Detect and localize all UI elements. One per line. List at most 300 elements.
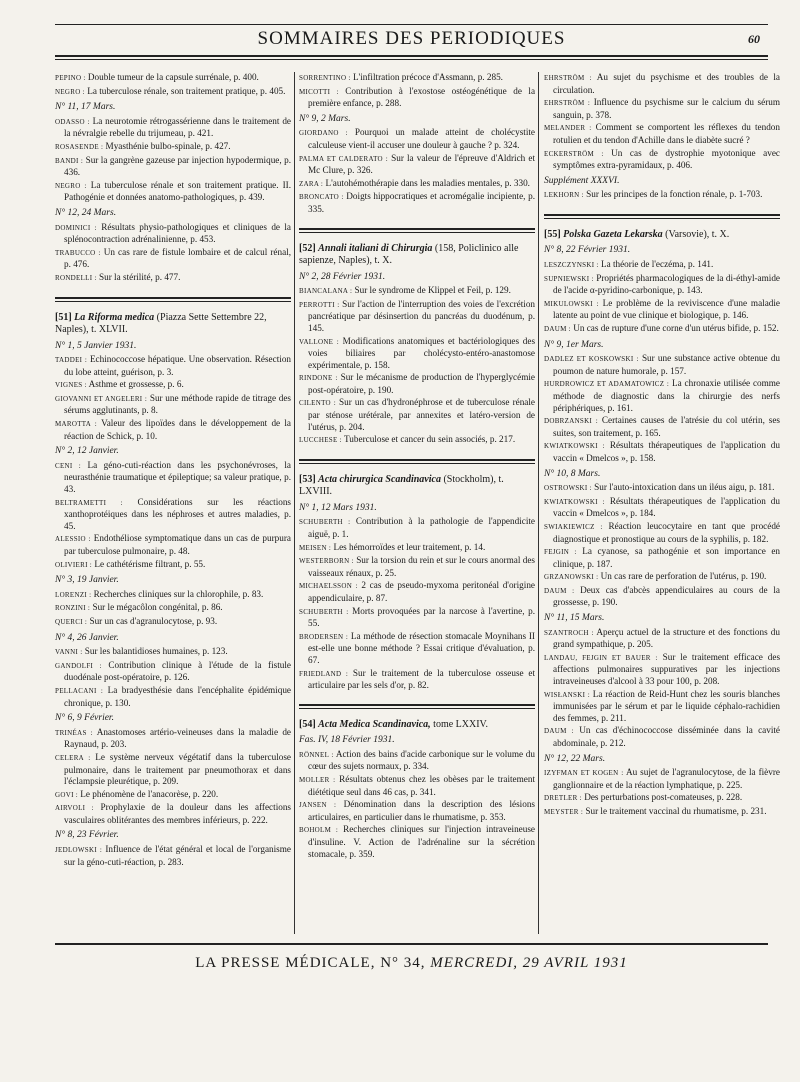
journal-title: Annali italiani di Chirurgia [318, 242, 433, 254]
article-title: Valeur des lipoïdes dans le développement de la réaction de Schick, p. 10. [64, 418, 291, 441]
article-entry [55, 602, 291, 615]
article-title: Contribution clinique à l'étude de la fistule duodénale post-opératoire, p. 126. [64, 659, 291, 683]
article-entry [299, 397, 535, 433]
article-author: SZANTROCH : [544, 628, 594, 637]
article-author: PALMA ET CALDERATO : [299, 154, 389, 163]
page-number: 60 [748, 32, 760, 46]
article-entry [299, 153, 535, 177]
journal-details: (Stockholm), t. LXVIII. [299, 473, 504, 498]
article-title: Les hémorroïdes et leur traitement, p. 14. [333, 541, 486, 552]
article-title: Endothéliose symptomatique dans un cas de purpura par tuberculose pulmonaire, p. 48. [64, 533, 292, 556]
issue-heading: N° 9, 2 Mars. [299, 113, 351, 124]
article-title: Action des bains d'acide carbonique sur le volume du cœur des sujets normaux, p. 334. [308, 748, 535, 772]
journal-number: [55] [544, 228, 561, 240]
article-title: Anastomoses artério-veineuses dans la maladie de Raynaud, p. 203. [64, 726, 291, 750]
article-entry [55, 616, 291, 629]
journal-title: Acta Medica Scandinavica, [318, 718, 431, 730]
issue-heading: N° 12, 24 Mars. [55, 207, 117, 218]
article-entry [544, 189, 780, 202]
article-title: Prophylaxie de la douleur dans les affections vasculaires oblitérantes des membres inférieurs, p. 222. [64, 802, 292, 825]
article-entry [299, 285, 535, 298]
article-title: Modifications anatomiques et bactériologiques des voies biliaires par cholécysto-entéro-anastomose expérimentale, p. 158. [308, 335, 536, 370]
article-title: Sur le syndrome de Klippel et Feil, p. 129. [354, 285, 511, 296]
article-entry [55, 222, 291, 246]
article-author: SWIAKIEWICZ : [544, 522, 603, 531]
article-entry [55, 789, 291, 802]
article-entry [544, 627, 780, 651]
entry-list [544, 627, 780, 750]
article-title: Résultats thérapeutiques de l'application du vaccin « Dmelcos », p. 158. [553, 440, 780, 463]
article-author: SUPNIEWSKI : [544, 274, 594, 283]
article-author: BRODERSEN : [299, 632, 349, 641]
article-entry [544, 571, 780, 584]
article-title: Un cas rare de perforation de l'utérus, p. 190. [600, 571, 767, 582]
article-author: TRINÉAS : [55, 728, 93, 737]
article-author: DAUM : [544, 727, 574, 736]
article-title: Certaines causes de l'atrésie du col utérin, ses suites, son traitement, p. 165. [553, 415, 780, 438]
issue-heading: N° 1, 12 Mars 1931. [299, 502, 377, 513]
article-entry [544, 496, 780, 520]
issue-heading: N° 8, 23 Février. [55, 830, 119, 841]
entry-list [299, 127, 535, 215]
article-entry [55, 497, 291, 533]
entry-list [55, 116, 291, 204]
column-divider-2 [538, 72, 539, 934]
article-author: EHRSTRÖM : [544, 99, 591, 108]
journal-heading-51 [55, 312, 291, 337]
journal-details: (Piazza Sette Settembre 22, Naples), t. XLVII. [55, 311, 267, 335]
article-entry [55, 180, 291, 204]
article-author: BIANCALANA : [299, 287, 353, 296]
article-title: La géno-cuti-réaction dans les psychonévroses, la neurasthénie traumatique et épileptique; sa valeur pratique, p. 43. [64, 459, 291, 495]
article-author: AIRVOLI : [55, 804, 94, 813]
journal-heading-52 [299, 243, 535, 268]
article-author: OSTROWSKI : [544, 484, 592, 493]
article-title: Influence de l'état général et local de l'organisme sur la géno-cuti-réaction, p. 283. [64, 844, 291, 867]
article-author: CELERA : [55, 753, 91, 762]
article-author: OLIVIERI : [55, 560, 93, 569]
article-author: ALESSIO : [55, 535, 91, 544]
article-author: KWIATKOWSKI : [544, 442, 605, 451]
entry-list [299, 285, 535, 447]
article-entry [55, 660, 291, 684]
article-author: TADDEI : [55, 356, 88, 365]
article-author: PEPINO : [55, 74, 86, 82]
article-title: Tuberculose et cancer du sein associés, p. 217. [344, 434, 516, 445]
article-entry [544, 767, 780, 791]
article-entry [544, 298, 780, 322]
article-title: L'infiltration précoce d'Assmann, p. 285. [352, 72, 503, 82]
issue-heading: N° 10, 8 Mars. [544, 468, 601, 479]
article-title: Un cas de rupture d'une corne d'un utérus bifide, p. 152. [573, 323, 779, 333]
article-author: MEISEN : [299, 543, 332, 552]
article-entry [55, 272, 291, 285]
article-title: La méthode de résection stomacale Moynihans II est-elle une bonne méthode ? Essai critique d'évaluation, p. 67. [308, 630, 535, 665]
entry-list [55, 844, 291, 868]
article-title: Influence du psychisme sur le calcium du sérum sanguin, p. 378. [553, 97, 781, 120]
page-footer [55, 955, 768, 972]
article-author: LANDAU, FEJGIN ET BAUER : [544, 653, 658, 662]
article-entry [55, 589, 291, 602]
article-author: DOBRZANSKI : [544, 417, 598, 426]
issue-heading: N° 11, 15 Mars. [544, 613, 605, 624]
article-author: CILENTO : [299, 399, 336, 408]
article-author: MICOTTI : [299, 87, 339, 96]
article-title: 2 cas de pseudo-myxoma peritonéal d'origine appendiculaire, p. 87. [308, 580, 535, 603]
article-entry [299, 555, 535, 579]
article-title: Des perturbations post-comateuses, p. 228. [584, 792, 743, 803]
article-author: NEGRO : [55, 87, 85, 96]
article-title: Sur l'action de l'interruption des voies de l'excrétion pancréatique par désinsertion du pancréas du duodénum, p. 145. [308, 298, 536, 333]
article-title: La neurotomie rétrogassérienne dans le traitement de la névralgie rebelle du trijumeau, p. 421. [64, 115, 291, 139]
article-entry [544, 415, 780, 439]
article-entry [55, 379, 291, 392]
article-entry [299, 72, 535, 85]
article-author: BELTRAMETTI : [55, 498, 123, 507]
article-title: Echinococcose hépatique. Une observation. Résection du lobe atteint, guérison, p. 3. [64, 354, 292, 377]
article-title: Sur les balantidioses humaines, p. 123. [84, 646, 228, 657]
section-separator [55, 297, 291, 302]
article-title: Un cas rare de fistule lombaire et de calcul rénal, p. 476. [64, 246, 292, 270]
article-entry [544, 259, 780, 272]
article-author: GANDOLFI : [55, 661, 102, 670]
article-title: Comment se comportent les réflexes du tendon rotulien et du tendon d'Achille dans le diabète sucré ? [553, 122, 780, 145]
entry-list [55, 589, 291, 629]
issue-heading: N° 1, 5 Janvier 1931. [55, 340, 137, 351]
article-author: DAUM : [544, 586, 575, 595]
article-author: GIORDANO : [299, 129, 348, 138]
article-title: La chronaxie utilisée comme méthode de diagnostic dans la chirurgie des nerfs périphériques, p. 161. [553, 378, 780, 413]
article-author: SCHUBERTH : [299, 518, 351, 527]
journal-details: (158, Policlinico alle sapienze, Naples), t. X. [299, 242, 519, 267]
article-author: LUCCHESE : [299, 436, 342, 445]
article-author: VALLONE : [299, 337, 339, 346]
article-entry [544, 806, 780, 819]
issue-heading: N° 3, 19 Janvier. [55, 575, 119, 586]
article-title: Sur une méthode rapide de titrage des sérums agglutinants, p. 8. [64, 392, 292, 416]
article-author: BRONCATO : [299, 193, 344, 202]
article-entry [544, 440, 780, 464]
entry-list [544, 482, 780, 609]
column-3 [544, 72, 780, 820]
article-title: Sur les principes de la fonction rénale, p. 1-703. [586, 189, 763, 200]
article-author: TRABUCCO : [55, 248, 101, 257]
footer-publication: LA PRESSE MÉDICALE, N° 34, [195, 955, 426, 971]
article-author: GOVI : [55, 790, 78, 799]
article-author: ODASSO : [55, 117, 90, 126]
article-entry [55, 802, 291, 826]
article-entry [299, 516, 535, 540]
article-entry [299, 542, 535, 555]
article-entry [299, 631, 535, 667]
article-author: ECKERSTRÖM : [544, 149, 604, 158]
journal-heading-54 [299, 719, 535, 732]
article-author: BOHOLM : [299, 826, 339, 835]
header-top-rule [55, 24, 768, 25]
article-author: BANDI : [55, 156, 84, 165]
issue-heading: N° 4, 26 Janvier. [55, 632, 119, 643]
column-2 [299, 72, 535, 861]
article-entry [55, 844, 291, 868]
page-header [55, 28, 768, 54]
article-author: LORENZI : [55, 590, 92, 599]
article-author: RINDONE : [299, 374, 338, 383]
article-author: PERROTTI : [299, 300, 340, 309]
section-separator [299, 228, 535, 233]
article-author: ZARA : [299, 179, 324, 188]
article-title: Résultats physio-pathologiques et cliniques de la splénocontraction adrénalinienne, p. 453. [64, 221, 292, 245]
article-title: Recherches cliniques sur la chlorophile, p. 83. [93, 588, 264, 599]
footer-date: MERCREDI, 29 AVRIL 1931 [430, 955, 628, 971]
article-entry [55, 685, 291, 709]
article-entry [299, 774, 535, 798]
section-separator [299, 459, 535, 464]
article-author: ROSASENDE : [55, 142, 104, 151]
article-entry [299, 799, 535, 823]
article-entry [544, 652, 780, 688]
entry-list [544, 189, 780, 202]
article-author: FRIEDLAND : [299, 669, 349, 678]
article-author: QUERCI : [55, 617, 88, 626]
entry-list [299, 749, 535, 860]
article-author: DOMINICI : [55, 223, 97, 232]
article-author: WISŁANSKI : [544, 690, 590, 699]
article-title: Recherches cliniques sur l'injection intraveineuse d'insuline. V. Action de l'adrénaline sur la sécrétion stomacale, p. 359. [308, 824, 536, 859]
article-entry [299, 299, 535, 335]
article-entry [544, 323, 780, 336]
entry-list [55, 354, 291, 442]
journal-number: [54] [299, 718, 316, 730]
section-separator [299, 704, 535, 709]
article-author: SCHUBERTH : [299, 607, 349, 616]
article-author: VANNI : [55, 648, 83, 657]
issue-heading: N° 12, 22 Mars. [544, 753, 606, 764]
article-author: GRZANOWSKI : [544, 573, 599, 582]
issue-heading: N° 2, 28 Février 1931. [299, 271, 386, 282]
article-entry [55, 533, 291, 557]
article-title: Asthme et grossesse, p. 6. [88, 379, 184, 390]
article-author: CENI : [55, 461, 81, 470]
article-entry [299, 749, 535, 773]
article-title: Sur la stérilité, p. 477. [99, 271, 181, 282]
article-entry [544, 482, 780, 495]
article-title: Sur le traitement efficace des affections pulmonaires suppuratives par les injections intraveineuses d'alcool à 33 pour 100, p. 208. [553, 651, 781, 687]
article-author: SORRENTINO : [299, 74, 351, 82]
article-title: Résultats obtenus chez les obèses par le traitement diététique seul dans 46 cas, p. 341. [308, 774, 535, 797]
section-separator [544, 214, 780, 219]
entry-list [55, 460, 291, 571]
article-entry [299, 86, 535, 110]
article-title: Propriétés pharmacologiques de la di-éthyl-amide de l'acide α-pyridino-carbonique, p. 143. [553, 272, 780, 296]
article-title: La réaction de Reid-Hunt chez les souris blanches immunisées par le sérum et par le liquide céphalo-rachidien des femmes, p. 211. [553, 688, 780, 723]
article-entry [544, 725, 780, 749]
article-author: RONZINI : [55, 604, 91, 613]
article-author: LEKHORN : [544, 191, 584, 200]
article-entry [544, 546, 780, 570]
issue-heading: N° 6, 9 Février. [55, 713, 114, 724]
article-title: Sur l'auto-intoxication dans un iléus aigu, p. 181. [594, 482, 775, 493]
article-author: MAROTTA : [55, 420, 98, 429]
entry-list [544, 353, 780, 464]
issue-heading: N° 2, 12 Janvier. [55, 446, 119, 457]
article-entry [55, 393, 291, 417]
article-entry [299, 178, 535, 191]
header-bottom-rule [55, 55, 768, 57]
article-entry [544, 689, 780, 725]
article-author: NEGRO : [55, 181, 87, 190]
article-author: MOLLER : [299, 776, 336, 785]
article-title: Le système nerveux végétatif dans la tuberculose pulmonaire, dans le traitement par pneumothorax et dans l'éclampsie pleurétique, p. 209. [64, 751, 292, 787]
issue-heading: Fas. IV, 18 Février 1931. [299, 735, 395, 746]
journal-heading-55 [544, 229, 780, 242]
article-title: Le cathétérisme filtrant, p. 55. [94, 558, 206, 569]
journal-title: Acta chirurgica Scandinavica [318, 473, 441, 485]
issue-heading: N° 9, 1er Mars. [544, 339, 604, 350]
article-author: IZYFMAN ET KOGEN : [544, 769, 624, 778]
article-author: DRETLER : [544, 794, 582, 803]
article-entry [55, 116, 291, 140]
journal-details: (Varsovie), t. X. [665, 228, 730, 240]
article-entry [544, 792, 780, 805]
article-entry [299, 191, 535, 215]
article-title: Sur le mécanisme de production de l'hyperglycémie post-opératoire, p. 190. [308, 372, 535, 395]
journal-number: [51] [55, 311, 72, 323]
article-entry [299, 606, 535, 630]
article-entry [544, 97, 780, 121]
article-author: HURDROWICZ ET ADAMATOWICZ : [544, 380, 670, 389]
issue-heading: Supplément XXXVI. [544, 175, 620, 186]
article-title: Sur le mégacôlon congénital, p. 86. [92, 602, 223, 613]
journal-number: [53] [299, 473, 316, 485]
article-title: Au sujet du psychisme et des troubles de la circulation. [553, 72, 780, 95]
article-author: GIOVANNI ET ANGELERI : [55, 394, 148, 403]
entry-list [299, 516, 535, 691]
article-entry [299, 668, 535, 692]
article-entry [55, 247, 291, 271]
article-author: RÖNNEL : [299, 750, 334, 759]
article-entry [55, 460, 291, 496]
article-entry [55, 559, 291, 572]
article-title: Sur un cas d'hydronéphrose et de tuberculose rénale par sténose urétérale, par annexites et latéro-version de l'utérus, p. 204. [308, 397, 536, 432]
article-entry [55, 72, 291, 85]
article-title: Contribution à l'exostose ostéogénétique de la première enfance, p. 288. [308, 85, 536, 109]
article-entry [55, 418, 291, 442]
journal-details: tome LXXIV. [433, 718, 488, 730]
article-author: JANSEN : [299, 801, 337, 810]
article-entry [55, 646, 291, 659]
entry-list [55, 222, 291, 285]
article-entry [55, 727, 291, 751]
issue-heading: N° 11, 17 Mars. [55, 102, 116, 113]
article-author: RONDELLI : [55, 273, 97, 282]
article-entry [544, 521, 780, 545]
article-entry [544, 353, 780, 377]
article-author: KWIATKOWSKI : [544, 497, 605, 506]
journal-number: [52] [299, 242, 316, 254]
article-author: WESTERBORN : [299, 557, 354, 566]
entry-list [544, 72, 780, 172]
journal-heading-53 [299, 474, 535, 499]
article-entry [55, 141, 291, 154]
article-author: DADLEZ ET KOSKOWSKI : [544, 355, 639, 364]
article-title: Sur la valeur de l'épreuve d'Aldrich et Mc Clure, p. 326. [308, 152, 536, 176]
entry-list [55, 646, 291, 709]
article-title: Morts provoquées par la narcose à l'avertine, p. 55. [308, 605, 536, 629]
article-title: Sur la gangrène gazeuse par injection hypodermique, p. 436. [64, 154, 291, 178]
article-title: La bradyesthésie dans l'encéphalite épidémique chronique, p. 130. [64, 684, 292, 708]
journal-title: Polska Gazeta Lekarska [563, 228, 663, 240]
entry-list [299, 72, 535, 110]
article-title: Sur la torsion du rein et sur le cours anormal des vaisseaux rénaux, p. 25. [308, 555, 535, 578]
article-title: Doigts hippocratiques et acromégalie incipiente, p. 335. [308, 191, 535, 214]
article-title: La tuberculose rénale, son traitement pratique, p. 405. [87, 85, 286, 96]
article-entry [55, 155, 291, 179]
article-title: Un cas de dystrophie myotonique avec symptômes extra-pyramidaux, p. 406. [553, 147, 781, 171]
article-title: Résultats thérapeutiques de l'application du vaccin « Dmelcos », p. 184. [553, 495, 780, 519]
article-entry [544, 378, 780, 414]
article-title: Aperçu actuel de la structure et des fonctions du grand sympathique, p. 205. [553, 626, 780, 650]
article-entry [299, 336, 535, 372]
entry-list [544, 767, 780, 818]
article-author: MICHAELSSON : [299, 582, 358, 591]
article-author: MELANDER : [544, 124, 592, 133]
header-bottom-rule-thin [55, 59, 768, 60]
article-title: La théorie de l'eczéma, p. 141. [600, 259, 714, 270]
entry-list [55, 72, 291, 98]
article-author: LESZCZYNSKI : [544, 261, 599, 270]
article-title: L'autohémothérapie dans les maladies mentales, p. 330. [325, 177, 530, 188]
article-entry [299, 372, 535, 396]
issue-heading: N° 8, 22 Février 1931. [544, 245, 631, 256]
article-title: Dénomination dans la description des lésions articulaires, en particulier dans le rhumatisme, p. 353. [308, 799, 535, 822]
article-author: PELLACANI : [55, 686, 104, 695]
article-author: JEDLOWSKI : [55, 846, 103, 855]
article-title: Le phénomène de l'anacorèse, p. 220. [80, 788, 219, 799]
article-title: Sur une substance active obtenue du poumon de nature humorale, p. 157. [553, 353, 781, 376]
article-entry [299, 434, 535, 447]
article-title: Le problème de la reviviscence d'une maladie latente au point de vue clinique et biologique, p. 146. [553, 297, 780, 321]
article-title: Considérations sur les réactions xanthoprotéiques dans les néphroses et autres maladies, p. 45. [64, 496, 292, 531]
journal-title: La Riforma medica [74, 311, 155, 323]
article-title: Contribution à la pathologie de l'appendicite aiguë, p. 1. [308, 516, 535, 540]
article-author: EHRSTRÖM : [544, 74, 592, 82]
article-title: Deux cas d'abcès appendiculaires au cours de la grossesse, p. 190. [553, 584, 780, 608]
article-entry [55, 752, 291, 788]
article-entry [299, 824, 535, 860]
article-entry [55, 86, 291, 99]
article-author: MEYSTER : [544, 807, 584, 816]
article-author: MIKULOWSKI : [544, 299, 599, 308]
article-entry [55, 354, 291, 378]
entry-list [544, 259, 780, 336]
column-divider-1 [294, 72, 295, 934]
column-1 [55, 72, 291, 869]
article-title: La tuberculose rénale et son traitement pratique. II. Pathogénie et données anatomo-pathologiques, p. 439. [64, 179, 292, 203]
article-title: Double tumeur de la capsule surrénale, p. 400. [87, 72, 259, 82]
article-title: Sur le traitement de la tuberculose osseuse et articulaire par les sels d'or, p. 82. [308, 667, 535, 691]
article-entry [544, 72, 780, 96]
article-entry [299, 580, 535, 604]
header-title: SOMMAIRES DES PERIODIQUES [257, 28, 566, 49]
article-entry [544, 122, 780, 146]
article-title: Réaction leucocytaire en tant que procédé diagnostique et pronostique au cours de la syphilis, p. 182. [553, 520, 780, 544]
footer-rule [55, 943, 768, 945]
article-author: VIGNES : [55, 381, 87, 390]
article-entry [544, 148, 780, 172]
article-title: Un cas d'échinococcose disséminée dans la cavité abdominale, p. 212. [553, 725, 781, 748]
article-title: Myasthénie bulbo-spinale, p. 427. [105, 140, 231, 151]
article-title: Pourquoi un malade atteint de cholécystite calculeuse vient-il accuser une douleur à gauche ? p. 324. [308, 127, 536, 150]
